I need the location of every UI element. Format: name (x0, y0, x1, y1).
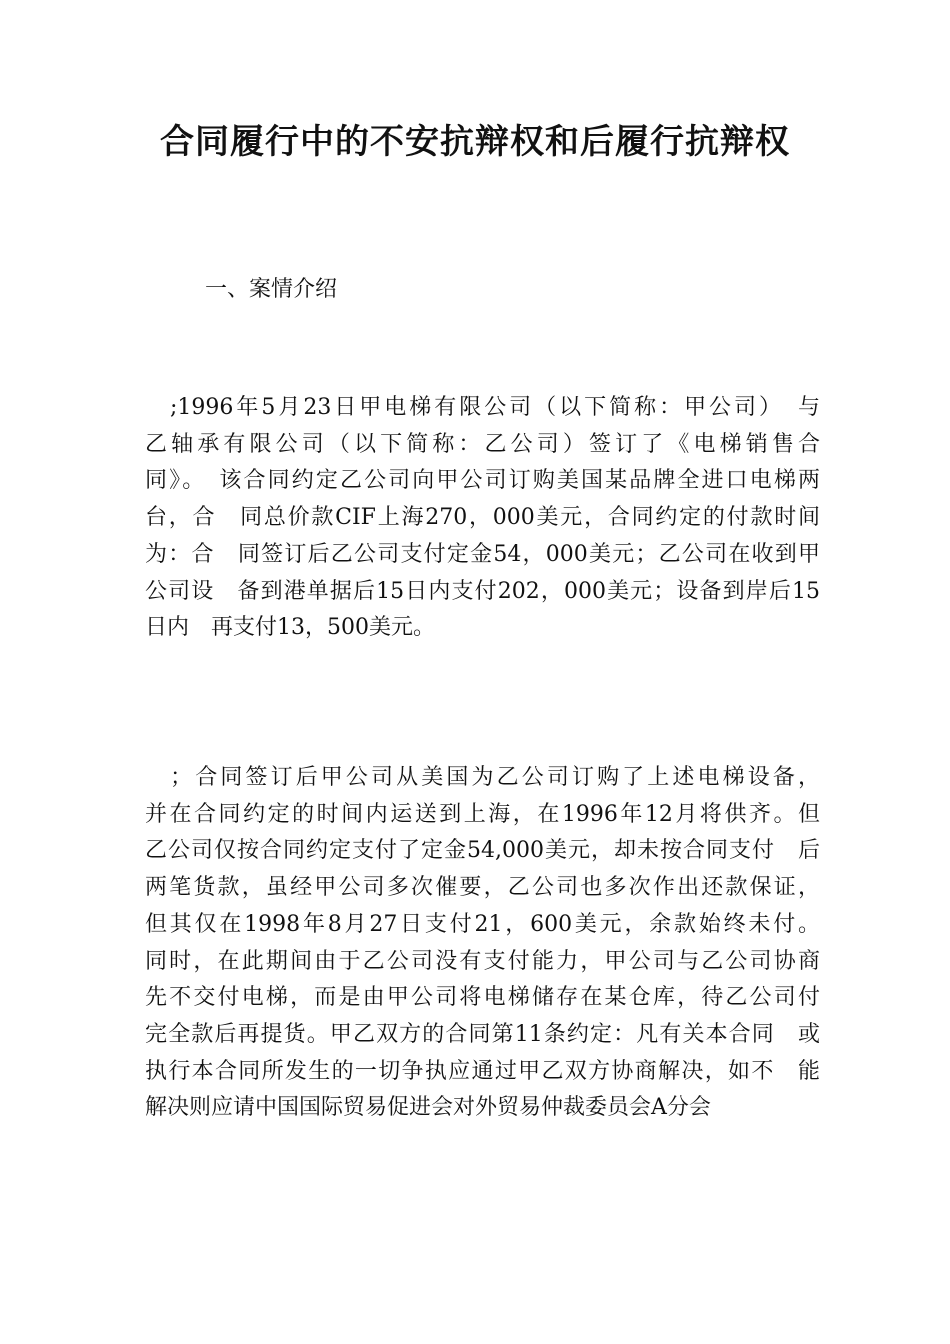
paragraph-line: 完全款后再提货。甲乙双方的合同第11条约定：凡有关本合同 或 (145, 1021, 820, 1047)
paragraph-line: 台，合 同总价款CIF上海270，000美元，合同约定的付款时间 (145, 505, 820, 531)
paragraph-case-background (145, 390, 820, 647)
section-heading: 一、案情介绍 (205, 277, 338, 302)
document-title: 合同履行中的不安抗辩权和后履行抗辩权 (160, 122, 790, 162)
paragraph-line: 乙轴承有限公司（以下简称：乙公司）签订了《电梯销售合 (145, 431, 820, 457)
paragraph-contract-performance (145, 760, 820, 1127)
paragraph-line: 同》。 该合同约定乙公司向甲公司订购美国某品牌全进口电梯两 (145, 468, 820, 494)
paragraph-line: 为：合 同签订后乙公司支付定金54，000美元；乙公司在收到甲 (145, 541, 820, 567)
paragraph-line: 解决则应请中国国际贸易促进会对外贸易仲裁委员会A分会 (145, 1095, 711, 1121)
paragraph-line: 乙公司仅按合同约定支付了定金54,000美元，却未按合同支付 后 (145, 838, 820, 864)
paragraph-line: ；合同签订后甲公司从美国为乙公司订购了上述电梯设备， (145, 765, 820, 790)
paragraph-line: 先不交付电梯，而是由甲公司将电梯储存在某仓库，待乙公司付 (145, 985, 820, 1011)
paragraph-line: 同时，在此期间由于乙公司没有支付能力，甲公司与乙公司协商 (145, 948, 820, 974)
paragraph-line: ;1996年5月23日甲电梯有限公司（以下简称：甲公司） 与 (145, 395, 820, 420)
paragraph-line: 并在合同约定的时间内运送到上海，在1996年12月将供齐。但 (145, 801, 820, 827)
paragraph-line: 执行本合同所发生的一切争执应通过甲乙双方协商解决，如不 能 (145, 1058, 820, 1084)
paragraph-line: 但其仅在1998年8月27日支付21，600美元，余款始终未付。 (145, 911, 820, 937)
paragraph-line: 日内 再支付13，500美元。 (145, 615, 435, 641)
paragraph-line: 两笔货款，虽经甲公司多次催要，乙公司也多次作出还款保证， (145, 875, 820, 901)
paragraph-line: 公司设 备到港单据后15日内支付202，000美元；设备到岸后15 (145, 578, 820, 604)
